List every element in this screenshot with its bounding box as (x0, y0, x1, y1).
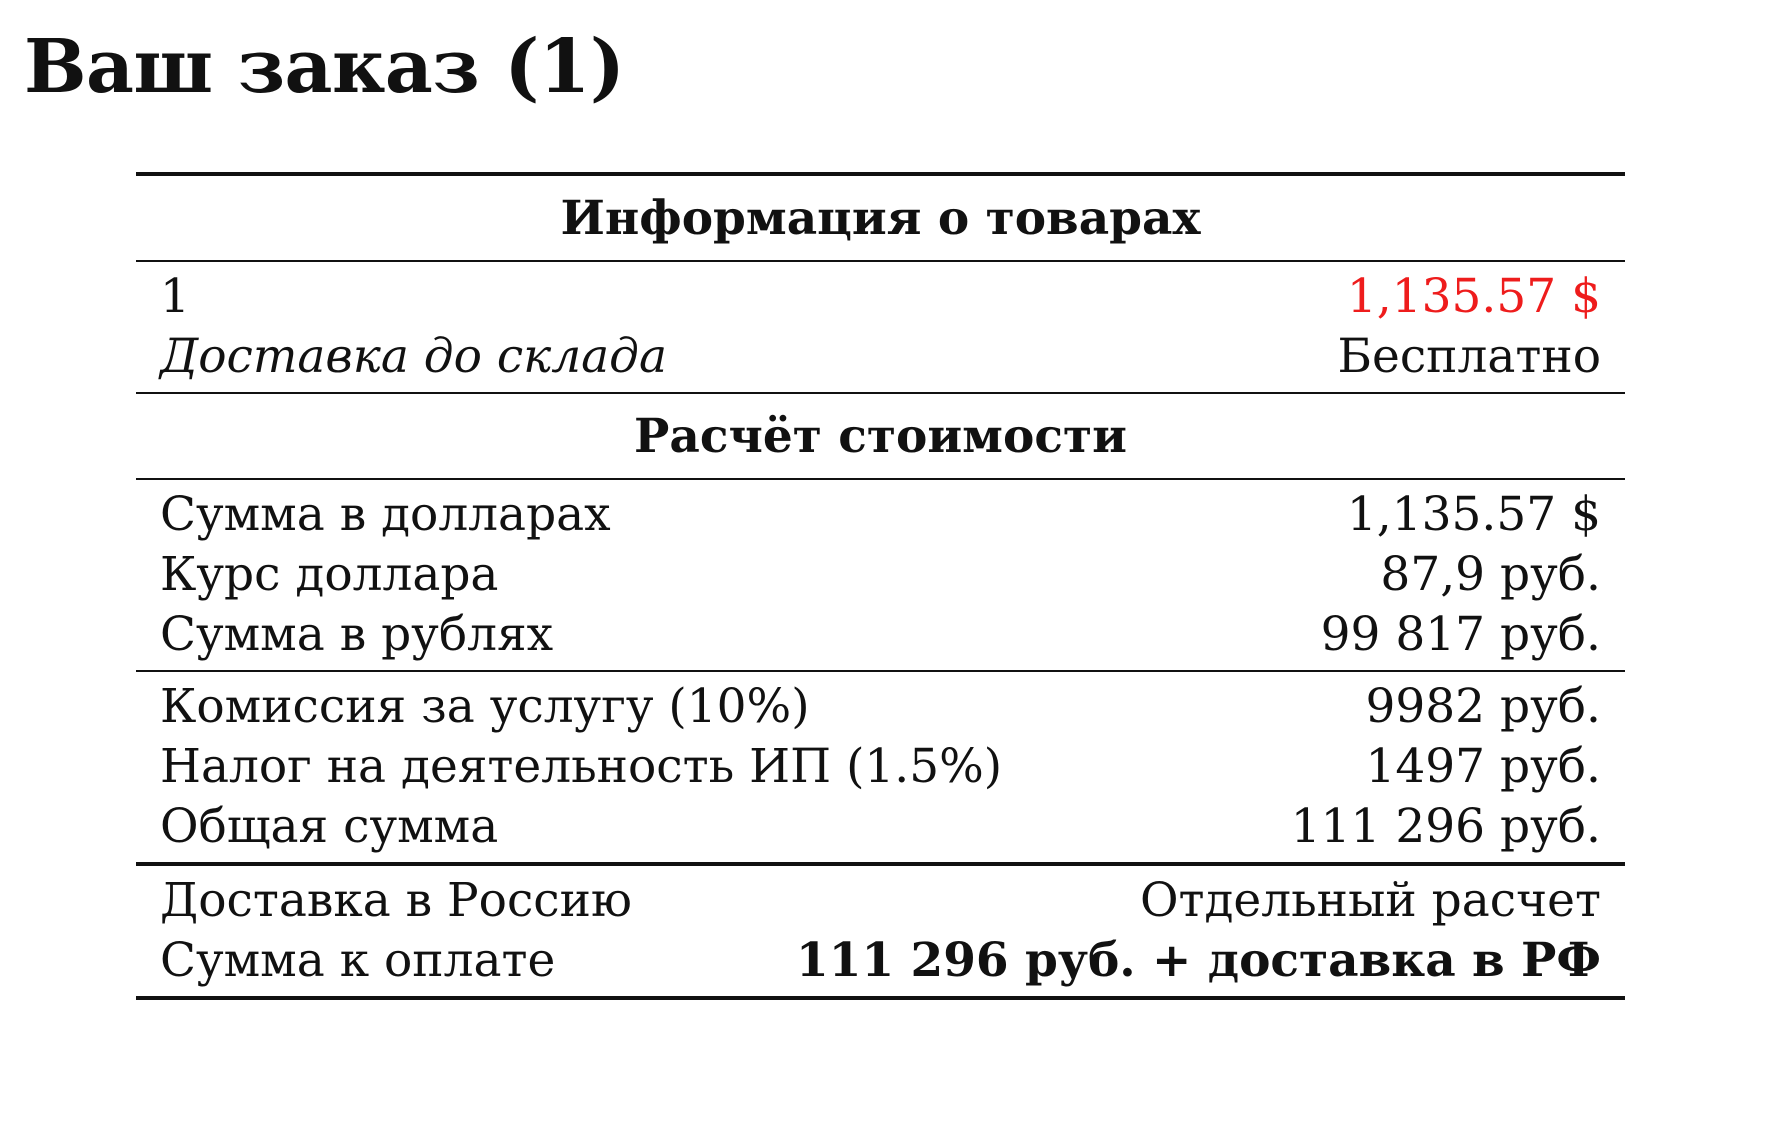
usd-sum-row (160, 484, 1601, 544)
warehouse-delivery-label: Доставка до склада (160, 328, 667, 384)
rub-sum-row (160, 604, 1601, 664)
total-row (160, 796, 1601, 856)
russia-delivery-value: Отдельный расчет (1139, 872, 1601, 928)
amount-due-row (160, 930, 1601, 990)
russia-delivery-label: Доставка в Россию (160, 872, 632, 928)
products-block (136, 262, 1625, 392)
total-value: 111 296 руб. (1290, 798, 1601, 854)
commission-label: Комиссия за услугу (10%) (160, 678, 810, 734)
exchange-rate-row (160, 544, 1601, 604)
usd-sum-value: 1,135.57 $ (1346, 486, 1601, 542)
exchange-rate-value: 87,9 руб. (1380, 546, 1601, 602)
rub-sum-value: 99 817 руб. (1320, 606, 1601, 662)
calculation-section-heading: Расчёт стоимости (634, 408, 1127, 464)
page-title: Ваш заказ (1) (24, 24, 625, 110)
commission-value: 9982 руб. (1365, 678, 1601, 734)
usd-sum-label: Сумма в долларах (160, 486, 611, 542)
russia-delivery-row (160, 870, 1601, 930)
tax-row (160, 736, 1601, 796)
total-label: Общая сумма (160, 798, 499, 854)
tax-label: Налог на деятельность ИП (1.5%) (160, 738, 1003, 794)
order-summary-table (136, 172, 1625, 1000)
commission-row (160, 676, 1601, 736)
product-item-price: 1,135.57 $ (1346, 268, 1601, 324)
rub-sum-label: Сумма в рублях (160, 606, 554, 662)
table-bottom-rule (136, 996, 1625, 1000)
fees-block (136, 672, 1625, 862)
product-item-label: 1 (160, 268, 190, 324)
amount-due-value: 111 296 руб. + доставка в РФ (796, 932, 1601, 988)
warehouse-delivery-value: Бесплатно (1337, 328, 1601, 384)
amount-due-label: Сумма к оплате (160, 932, 556, 988)
product-item-row (160, 266, 1601, 326)
exchange-rate-label: Курс доллара (160, 546, 499, 602)
payment-block (136, 866, 1625, 996)
tax-value: 1497 руб. (1365, 738, 1601, 794)
warehouse-delivery-row (160, 326, 1601, 386)
calculation-block (136, 480, 1625, 670)
products-section-heading: Информация о товарах (560, 190, 1201, 246)
